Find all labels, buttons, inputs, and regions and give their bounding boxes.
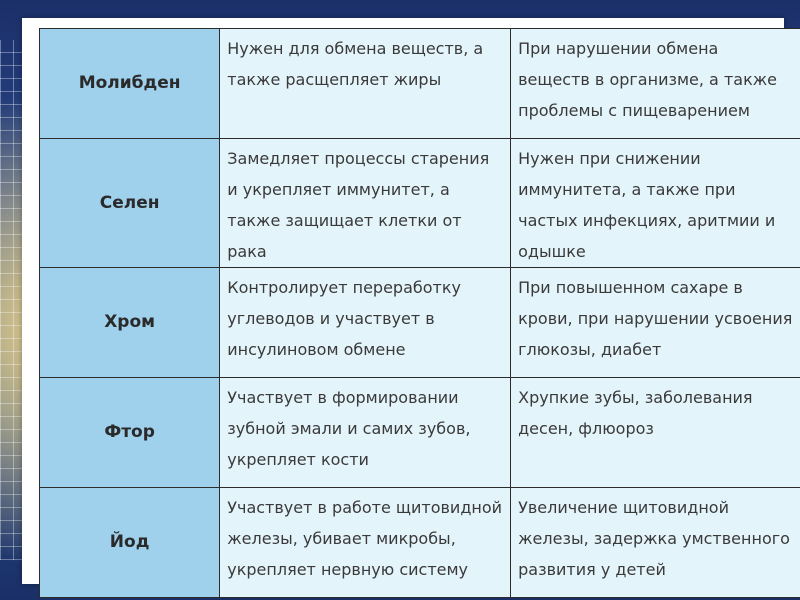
function-cell: Участвует в формировании зубной эмали и самих зубов, укрепляет кости [220, 378, 511, 488]
element-name-cell: Йод [40, 488, 220, 598]
element-name-cell: Селен [40, 139, 220, 268]
needed-when-cell: Нужен при снижении иммунитета, а также при частых инфекциях, аритмии и одышке [511, 139, 800, 268]
table-row [40, 139, 800, 268]
needed-when-cell: При нарушении обмена веществ в организме, а также проблемы с пищеварением [511, 29, 800, 139]
microelements-table [39, 28, 800, 598]
table-row [40, 29, 800, 139]
function-cell: Контролирует переработку углеводов и участвует в инсулиновом обмене [220, 268, 511, 378]
function-cell: Нужен для обмена веществ, а также расщепляет жиры [220, 29, 511, 139]
table-row [40, 488, 800, 598]
function-cell: Участвует в работе щитовидной железы, убивает микробы, укрепляет нервную систему [220, 488, 511, 598]
needed-when-cell: При повышенном сахаре в крови, при нарушении усвоения глюкозы, диабет [511, 268, 800, 378]
element-name-cell: Хром [40, 268, 220, 378]
table-row [40, 378, 800, 488]
element-name-cell: Фтор [40, 378, 220, 488]
needed-when-cell: Увеличение щитовидной железы, задержка умственного развития у детей [511, 488, 800, 598]
slide [22, 18, 793, 584]
element-name-cell: Молибден [40, 29, 220, 139]
function-cell: Замедляет процессы старения и укрепляет иммунитет, а также защищает клетки от рака [220, 139, 511, 268]
table-row [40, 268, 800, 378]
needed-when-cell: Хрупкие зубы, заболевания десен, флюороз [511, 378, 800, 488]
